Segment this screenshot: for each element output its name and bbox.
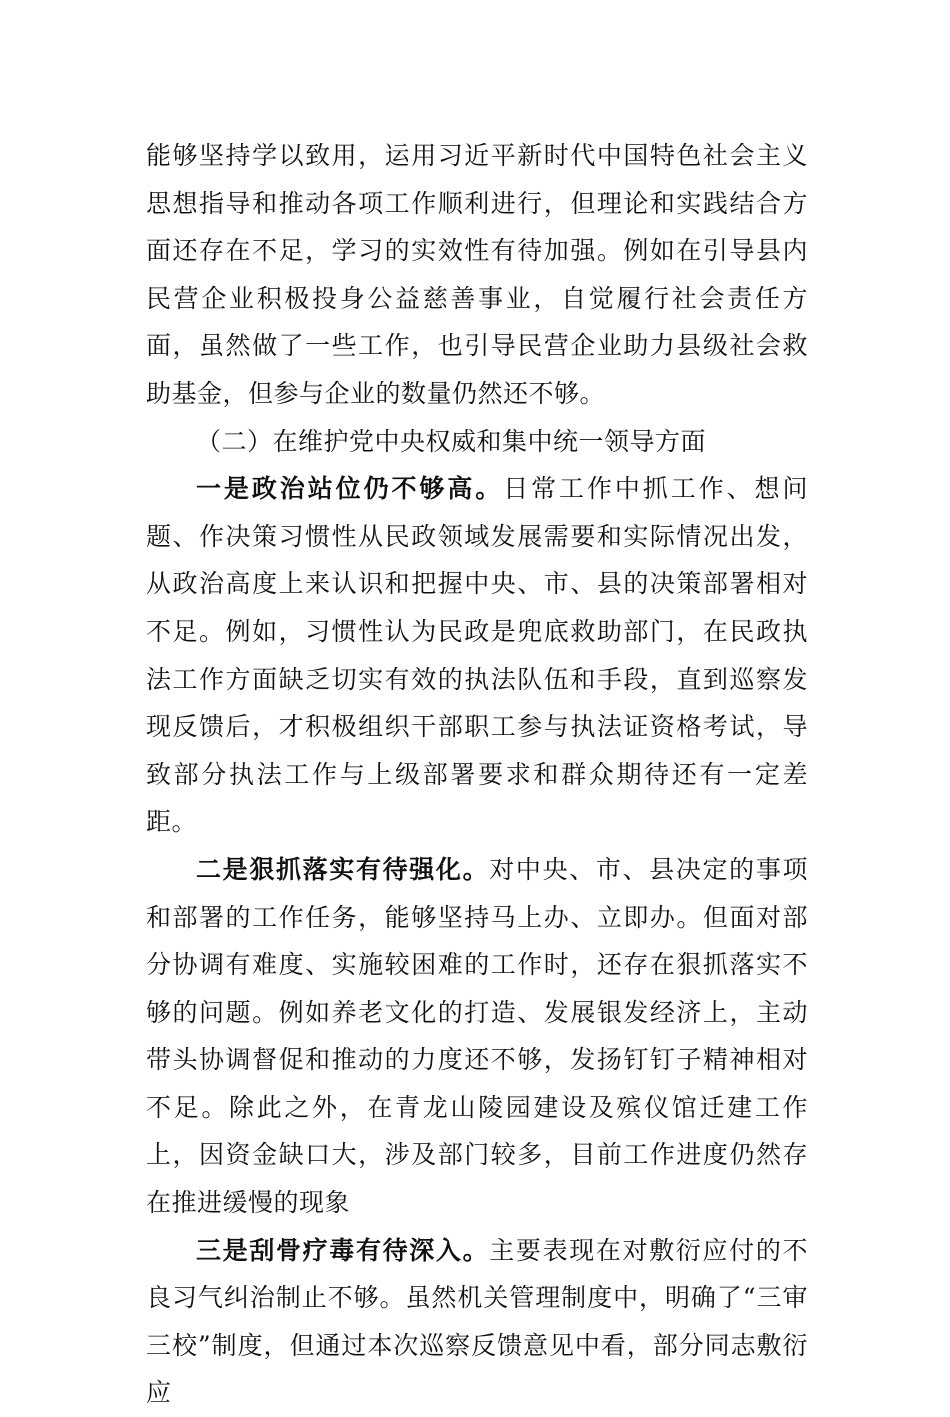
point-one-text: 日常工作中抓工作、想问题、作决策习惯性从民政领域发展需要和实际情况出发，从政治高度上来认识和把握中央、市、县的决策部署相对不足。例如，习惯性认为民政是兜底救助部门，在民政执法工作方面缺乏切实有效的执法队伍和手段，直到巡察发现反馈后，才积极组织干部职工参与执法证资格考试，导致部分执法工作与上级部署要求和群众期待还有一定差距。 (146, 474, 808, 837)
continuation-text: 能够坚持学以致用，运用习近平新时代中国特色社会主义思想指导和推动各项工作顺利进行，但理论和实践结合方面还存在不足，学习的实效性有待加强。例如在引导县内民营企业积极投身公益慈善事业，自觉履行社会责任方面，虽然做了一些工作，也引导民营企业助力县级社会救助基金，但参与企业的数量仍然还不够。 (146, 141, 808, 408)
point-two-paragraph (146, 846, 808, 1227)
section-two-heading-text: （二）在维护党中央权威和集中统一领导方面 (196, 426, 707, 456)
point-three-paragraph (146, 1227, 808, 1417)
point-one-lead: 一是政治站位仍不够高。 (196, 474, 504, 504)
point-three-lead: 三是刮骨疗毒有待深入。 (196, 1235, 490, 1265)
section-two-heading (146, 418, 808, 466)
point-one-paragraph (146, 465, 808, 846)
point-two-text: 对中央、市、县决定的事项和部署的工作任务，能够坚持马上办、立即办。但面对部分协调有难度、实施较困难的工作时，还存在狠抓落实不够的问题。例如养老文化的打造、发展银发经济上，主动带头协调督促和推动的力度还不够，发扬钉钉子精神相对不足。除此之外，在青龙山陵园建设及殡仪馆迁建工作上，因资金缺口大，涉及部门较多，目前工作进度仍然存在推进缓慢的现象 (146, 854, 808, 1218)
document-body (146, 132, 808, 1417)
continuation-paragraph (146, 132, 808, 418)
point-three-text: 主要表现在对敷衍应付的不良习气纠治制止不够。虽然机关管理制度中，明确了“三审三校”制度，但通过本次巡察反馈意见中看，部分同志敷衍应 (146, 1235, 808, 1408)
point-two-lead: 二是狠抓落实有待强化。 (196, 854, 490, 884)
